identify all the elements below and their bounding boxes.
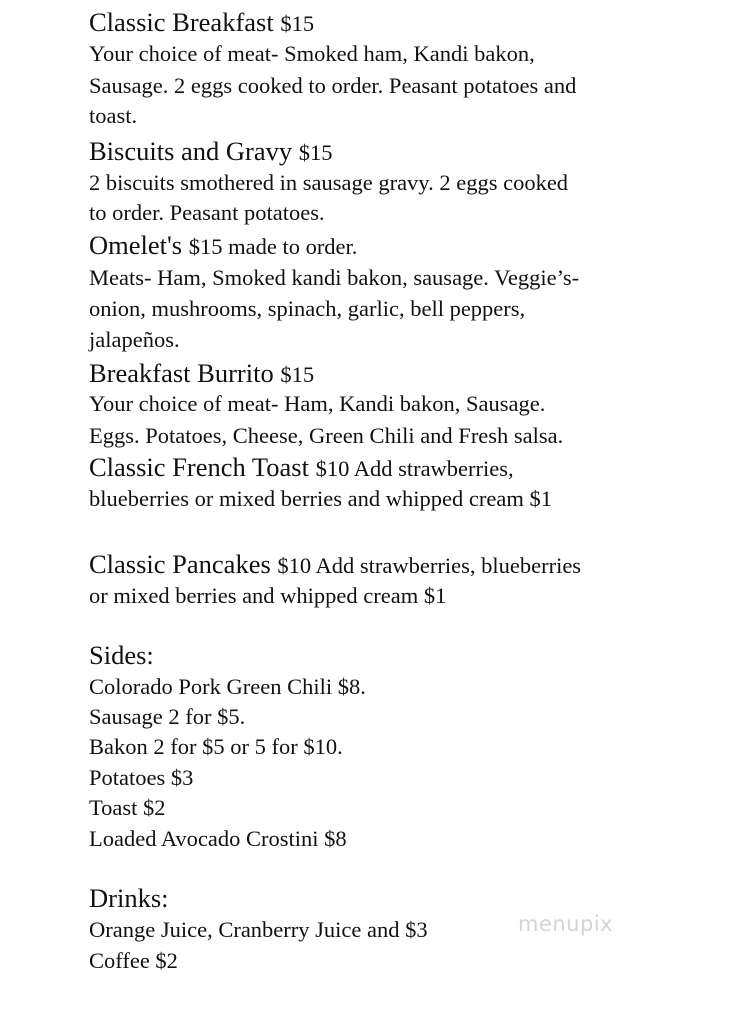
item-description: Meats- Ham, Smoked kandi bakon, sausage. Veggie’s- bbox=[89, 265, 580, 290]
item-description: onion, mushrooms, spinach, garlic, bell peppers, bbox=[89, 296, 526, 321]
item-description: toast. bbox=[89, 103, 138, 128]
item-price: $10 Add strawberries, bbox=[315, 456, 514, 481]
item-name: Classic Pancakes bbox=[89, 549, 271, 579]
item-description: Your choice of meat- Ham, Kandi bakon, Sausage. bbox=[89, 391, 546, 416]
item-name: Classic French Toast bbox=[89, 452, 309, 482]
section-heading: Sides: bbox=[89, 640, 154, 670]
item-title bbox=[89, 230, 357, 262]
item-description: Your choice of meat- Smoked ham, Kandi bakon, bbox=[89, 41, 535, 66]
side-item: Potatoes $3 bbox=[89, 765, 194, 790]
item-name: Breakfast Burrito bbox=[89, 358, 274, 388]
item-name: Omelet's bbox=[89, 230, 183, 260]
drink-item: Coffee $2 bbox=[89, 948, 178, 973]
item-title bbox=[89, 136, 333, 168]
item-description: 2 biscuits smothered in sausage gravy. 2 eggs cooked bbox=[89, 170, 569, 195]
item-price: $15 bbox=[280, 11, 315, 36]
watermark: menupix bbox=[518, 912, 614, 936]
item-price: $10 Add strawberries, blueberries bbox=[277, 553, 582, 578]
item-price: $15 made to order. bbox=[188, 234, 358, 259]
side-item: Colorado Pork Green Chili $8. bbox=[89, 674, 366, 699]
item-name: Classic Breakfast bbox=[89, 7, 274, 37]
item-price: $15 bbox=[298, 140, 333, 165]
side-item: Toast $2 bbox=[89, 795, 166, 820]
side-item: Sausage 2 for $5. bbox=[89, 704, 246, 729]
item-name: Biscuits and Gravy bbox=[89, 136, 293, 166]
item-title bbox=[89, 452, 514, 484]
section-heading: Drinks: bbox=[89, 883, 169, 913]
side-item: Bakon 2 for $5 or 5 for $10. bbox=[89, 734, 343, 759]
item-description: jalapeños. bbox=[89, 327, 180, 352]
item-title bbox=[89, 7, 314, 39]
item-description: to order. Peasant potatoes. bbox=[89, 200, 325, 225]
item-description: Eggs. Potatoes, Cheese, Green Chili and Fresh salsa. bbox=[89, 423, 564, 448]
item-description: Sausage. 2 eggs cooked to order. Peasant potatoes and bbox=[89, 73, 577, 98]
item-price: $15 bbox=[280, 362, 315, 387]
drink-item: Orange Juice, Cranberry Juice and $3 bbox=[89, 917, 428, 942]
item-description: or mixed berries and whipped cream $1 bbox=[89, 583, 447, 608]
side-item: Loaded Avocado Crostini $8 bbox=[89, 826, 347, 851]
item-title bbox=[89, 549, 581, 581]
item-title bbox=[89, 358, 314, 390]
item-description: blueberries or mixed berries and whipped cream $1 bbox=[89, 486, 552, 511]
